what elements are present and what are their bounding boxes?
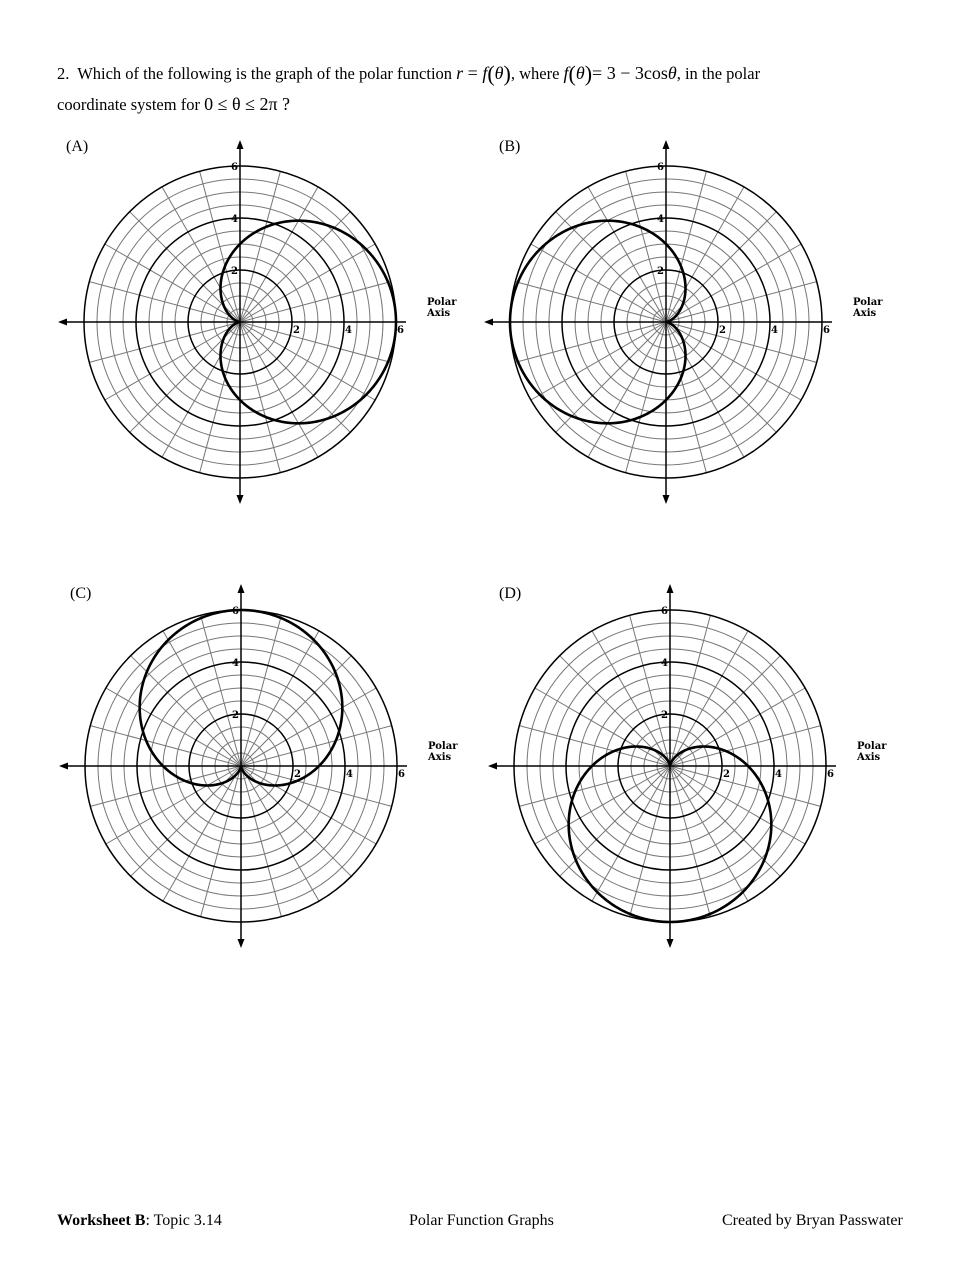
y-axis-arrow-down-icon: [667, 939, 674, 948]
y-axis-arrow-up-icon: [667, 584, 674, 593]
function-formula: f(θ)= 3 − 3cosθ: [563, 61, 677, 86]
y-tick-label: 2: [231, 266, 238, 277]
option-a-label[interactable]: (A): [66, 138, 89, 155]
y-tick-label: 6: [661, 606, 668, 617]
y-tick-label: 6: [657, 162, 664, 173]
x-tick-label: 2: [723, 769, 730, 780]
footer-left: Worksheet B: Topic 3.14: [57, 1212, 222, 1229]
y-tick-label: 6: [231, 162, 238, 173]
function-definition: r = f(θ): [456, 61, 511, 86]
polar-axis-label: Polar: [857, 741, 887, 752]
polar-axis-label: Axis: [428, 752, 452, 763]
theta-range: 0 ≤ θ ≤ 2π ?: [204, 94, 291, 114]
polar-axis-label: Axis: [853, 308, 877, 319]
footer-center: Polar Function Graphs: [409, 1212, 554, 1229]
y-tick-label: 4: [661, 658, 668, 669]
y-tick-label: 4: [232, 658, 239, 669]
x-tick-label: 4: [775, 769, 782, 780]
question-tail: , in the polar: [676, 64, 761, 83]
x-tick-label: 4: [346, 769, 353, 780]
x-tick-label: 6: [823, 325, 830, 336]
x-tick-label: 6: [398, 769, 405, 780]
x-tick-label: 2: [294, 769, 301, 780]
polar-axis-label: Polar: [428, 741, 458, 752]
x-tick-label: 6: [397, 325, 404, 336]
y-tick-label: 4: [657, 214, 664, 225]
x-axis-arrow-left-icon: [488, 763, 497, 770]
option-c-label[interactable]: (C): [70, 585, 92, 602]
option-d-label[interactable]: (D): [499, 585, 522, 602]
y-tick-label: 2: [232, 710, 239, 721]
x-tick-label: 2: [293, 325, 300, 336]
x-tick-label: 4: [345, 325, 352, 336]
y-tick-label: 4: [231, 214, 238, 225]
polar-axis-label: Polar: [853, 297, 883, 308]
x-tick-label: 6: [827, 769, 834, 780]
x-tick-label: 4: [771, 325, 778, 336]
question-line2: coordinate system for: [57, 95, 200, 114]
polar-axis-label: Axis: [857, 752, 881, 763]
footer-right: Created by Bryan Passwater: [722, 1212, 903, 1229]
y-tick-label: 2: [661, 710, 668, 721]
option-b-label[interactable]: (B): [499, 138, 521, 155]
where-text: , where: [510, 64, 560, 83]
x-tick-label: 2: [719, 325, 726, 336]
polar-axis-label: Axis: [427, 308, 451, 319]
y-tick-label: 6: [232, 606, 239, 617]
question-prompt: Which of the following is the graph of the polar function: [77, 64, 453, 83]
question-number: 2.: [57, 64, 70, 83]
polar-axis-label: Polar: [427, 297, 457, 308]
y-tick-label: 2: [657, 266, 664, 277]
